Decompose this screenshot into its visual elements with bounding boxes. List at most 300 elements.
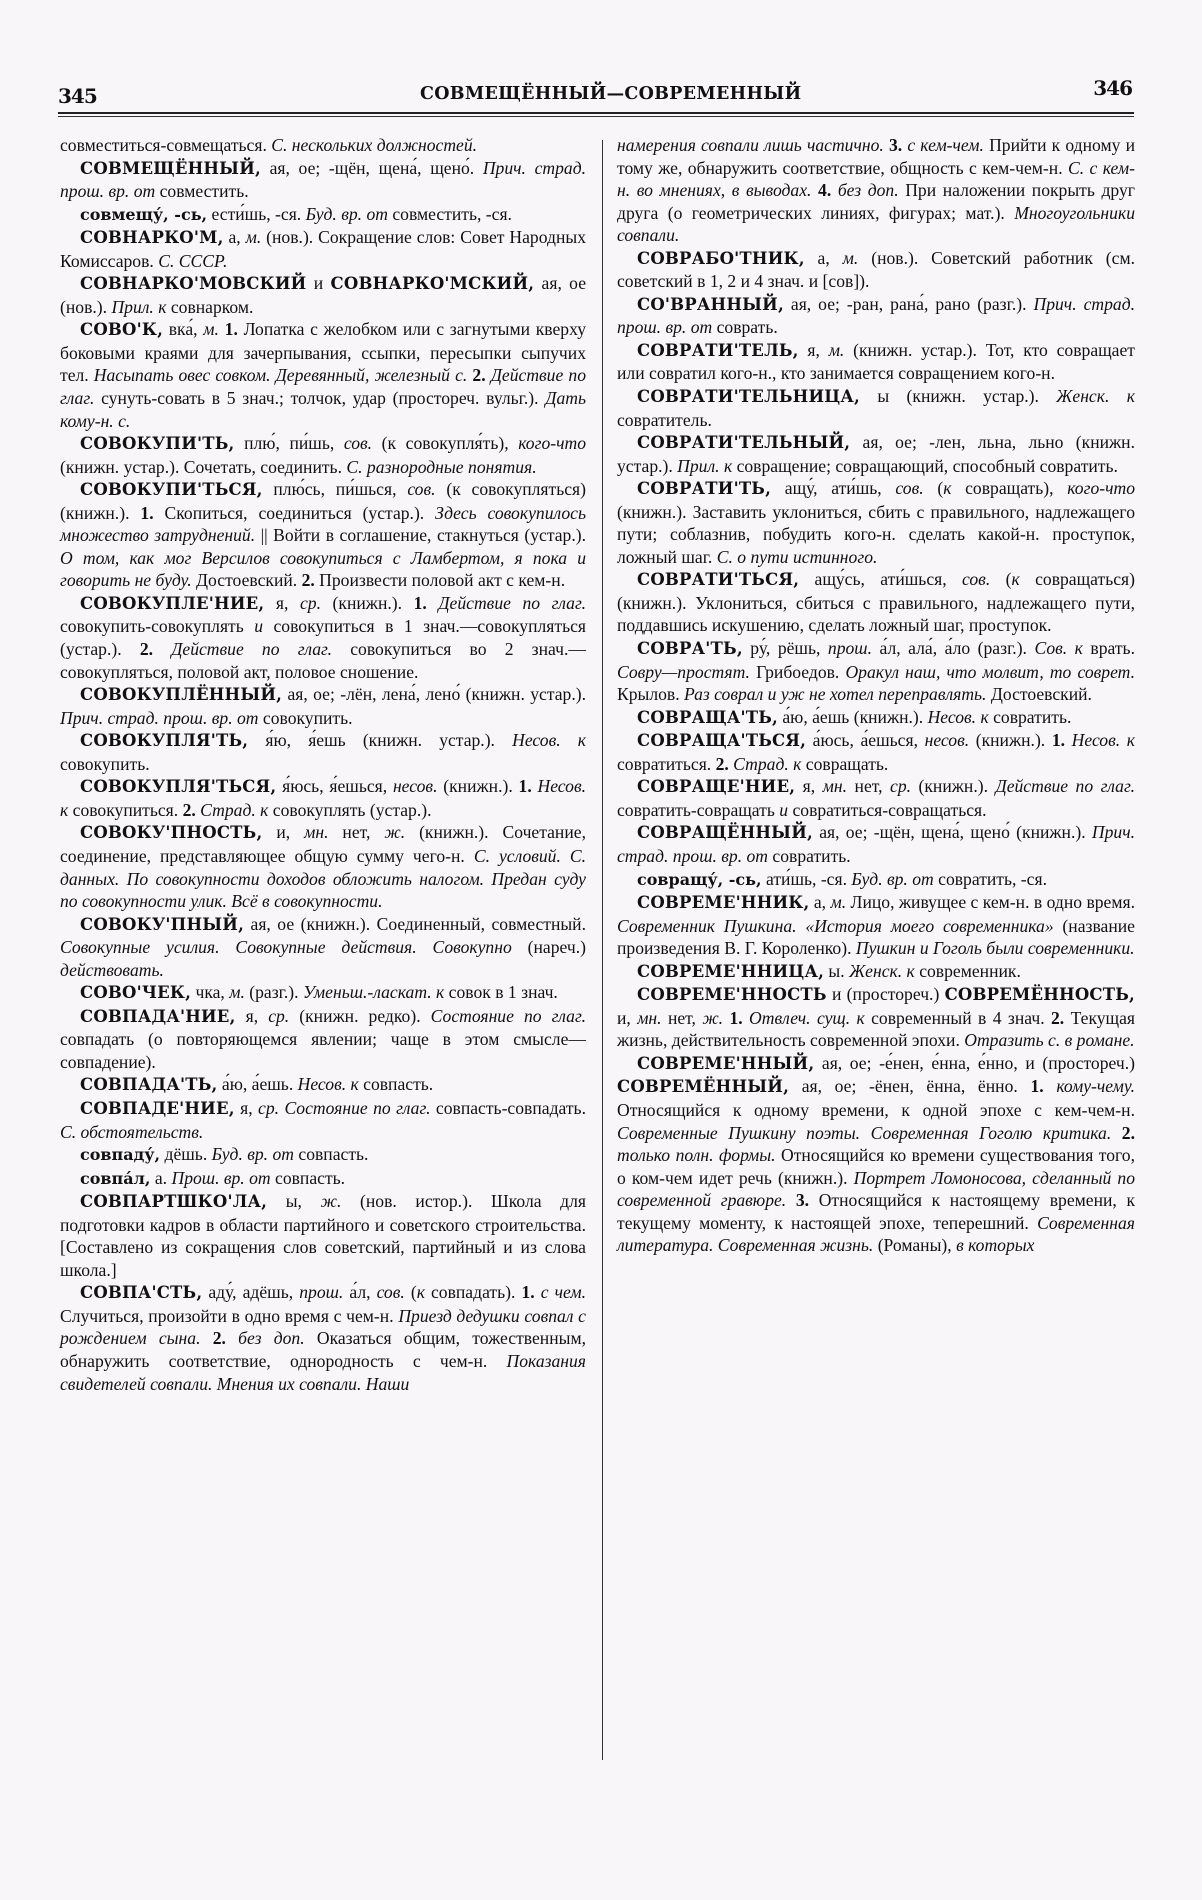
- entry-text: ащу́, ати́шь,: [771, 478, 896, 499]
- entry-text: Дать кому-н. с.: [60, 388, 586, 431]
- headword: СОВНАРКО'МОВСКИЙ: [80, 274, 307, 294]
- headword: СОВРАТИ'ТЕЛЬНИЦА,: [637, 387, 860, 407]
- entry-text: (книжн.).: [320, 592, 414, 613]
- entry-text: с кем-чем.: [902, 135, 984, 155]
- headword: СОВОКУПИ'ТЬ,: [80, 434, 235, 454]
- entry-text: и,: [262, 822, 305, 843]
- entry-text: совпадать).: [424, 1282, 522, 1303]
- page-header: [58, 78, 1134, 110]
- entry-text: Современная литература. Современная жизнь.: [617, 1212, 1135, 1256]
- entry-text: ая, ое (нов.).: [60, 273, 587, 317]
- entry-text: ащу́сь, ати́шься,: [799, 569, 963, 590]
- entry-text: совратить-совращать: [617, 799, 780, 820]
- entry-text: а,: [809, 892, 831, 913]
- entry-text: (к совокупляться) (книжн.).: [60, 479, 587, 523]
- entry-text: Состояние по глаг.: [430, 1005, 587, 1026]
- headword: СОВОКУ'ПНОСТЬ,: [80, 823, 263, 843]
- dictionary-entry: [60, 913, 586, 982]
- entry-text: Лопатка с желобком или с загнутыми кверху боковыми краями для зачерпывания, ссыпки, пересыпки сыпучих тел.: [60, 319, 587, 386]
- entry-text: а,: [804, 247, 843, 268]
- entry-text: 2.: [715, 753, 729, 774]
- entry-text: 4.: [811, 180, 832, 201]
- entry-text: Действие по глаг.: [153, 639, 333, 660]
- entry-text: (: [990, 569, 1012, 590]
- entry-text: Прич. страд. прош. вр. от: [60, 707, 259, 728]
- entry-text: (книжн. устар.). Тот, кто совращает или совратил кого-н., кто занимается совращением кого-н.: [617, 339, 1135, 384]
- dictionary-entry: [617, 983, 1135, 1052]
- entry-text: 2.: [1050, 1007, 1065, 1028]
- dictionary-entry: [60, 729, 586, 775]
- entry-text: (: [923, 478, 944, 499]
- entry-text: совместить.: [155, 181, 249, 202]
- entry-text: ести́шь, -ся.: [207, 203, 306, 224]
- headword: СОВРАЩА'ТЬСЯ,: [637, 731, 807, 751]
- entry-text: Сов. к: [1034, 638, 1083, 659]
- entry-text: я,: [264, 592, 300, 613]
- entry-text: Многоугольники совпали.: [617, 202, 1135, 246]
- dictionary-entry: [617, 247, 1135, 293]
- entry-text: мн.: [637, 1007, 662, 1028]
- headword: совращу́, -сь,: [637, 869, 762, 889]
- entry-text: ая, ое; -е́нен, е́нна, е́нно, и (простореч.): [814, 1052, 1135, 1073]
- dictionary-entry: [617, 960, 1135, 984]
- entry-text: Прил. к: [677, 455, 733, 476]
- entry-text: совокупиться в 1 знач.—совокупляться (устар.).: [60, 616, 586, 660]
- entry-text: Прич. страд. прош. вр. от: [617, 293, 1135, 338]
- entry-text: сунуть-совать в 5 знач.; толчок, удар (простореч. вульг.).: [94, 388, 546, 409]
- entry-text: Буд. вр. от: [211, 1144, 294, 1165]
- entry-text: Прич. страд. прош. вр. от: [60, 157, 586, 202]
- entry-text: совпасть.: [293, 1144, 369, 1165]
- entry-text: || Войти в соглашение, стакнуться (устар.).: [255, 525, 586, 546]
- headword: СОВРЕМЕ'ННЫЙ,: [637, 1053, 815, 1073]
- entry-text: С. обстоятельств.: [60, 1121, 204, 1142]
- headword: СО'ВРАННЫЙ,: [637, 294, 784, 314]
- entry-text: 1.: [1051, 730, 1066, 751]
- entry-text: (книжн.).: [969, 730, 1052, 751]
- headword: СОВРАЩЕ'НИЕ,: [637, 777, 796, 797]
- entry-text: мн.: [822, 776, 848, 797]
- entry-text: совокупить.: [60, 753, 150, 774]
- entry-text: (книжн. устар.). Сочетать, соединить.: [60, 456, 347, 477]
- entry-text: 1.: [723, 1007, 743, 1028]
- dictionary-entry: [60, 1097, 586, 1143]
- entry-text: Уменьш.-ласкат. к: [302, 982, 445, 1003]
- dictionary-entry: [60, 821, 586, 912]
- entry-text: совращать),: [951, 478, 1068, 499]
- entry-text: а́ю, а́ешь (книжн.).: [777, 706, 928, 727]
- dictionary-entry: [60, 318, 586, 432]
- entry-text: и: [306, 273, 331, 294]
- entry-text: Достоевский.: [986, 684, 1092, 705]
- entry-text: Текущая жизнь, действительность современной эпохи.: [617, 1007, 1135, 1051]
- entry-text: (Романы),: [873, 1235, 957, 1256]
- entry-text: совращать.: [801, 753, 889, 774]
- entry-text: Отразить с. в романе.: [964, 1030, 1135, 1051]
- entry-text: я,: [235, 1005, 269, 1026]
- entry-text: Несов. к: [297, 1074, 359, 1095]
- entry-text: ру́, рёшь,: [742, 638, 828, 659]
- entry-text: С. разнородные понятия.: [346, 456, 537, 477]
- entry-text: современник.: [914, 960, 1021, 981]
- headword: СОВРАТИ'ТЕЛЬ,: [637, 340, 799, 360]
- entry-text: (книжн. редко).: [289, 1005, 431, 1026]
- entry-text: Оказаться общим, тожественным, обнаружить соответствие, однородность с чем-н.: [60, 1328, 586, 1371]
- page-number-right: 346: [1093, 76, 1132, 100]
- entry-text: Страд. к: [728, 753, 802, 774]
- entry-text: (нов.). Советский работник (см. советский в 1, 2 и 4 знач. и [сов]).: [617, 247, 1135, 292]
- entry-text: Современные Пушкину поэты. Современная Гоголю критика.: [617, 1122, 1112, 1143]
- headword: СОВОКУПЛЕ'НИЕ,: [80, 593, 265, 613]
- entry-text: я́ю, я́ешь (книжн. устар.).: [248, 730, 513, 751]
- entry-text: Лицо, живущее с кем-н. в одно время.: [846, 892, 1135, 913]
- entry-text: Показания свидетелей совпали. Мнения их совпали. Наши: [60, 1350, 586, 1394]
- dictionary-entry: [60, 226, 586, 272]
- entry-text: ая, ое; -ёнен, ённа, ённо.: [789, 1076, 1031, 1097]
- dictionary-entry: [60, 1167, 586, 1191]
- column-divider: [602, 140, 603, 1760]
- entry-text: и: [779, 799, 789, 820]
- headword: СОВРЕМЕ'ННИЦА,: [637, 961, 825, 981]
- entry-text: Совру—простят.: [617, 661, 750, 682]
- entry-text: (к совокупля́ть),: [372, 433, 519, 454]
- dictionary-entry: [617, 477, 1135, 568]
- entry-text: без доп.: [225, 1328, 305, 1349]
- entry-text: м.: [203, 319, 219, 340]
- entry-text: ср. Состояние по глаг.: [258, 1097, 431, 1118]
- headword: совмещу́, -сь,: [80, 204, 208, 224]
- entry-text: Относящийся ко времени существования того, о ком-чем идет речь (книжн.).: [617, 1145, 1135, 1188]
- headword: СОВРЕМЕ'ННОСТЬ: [637, 985, 827, 1005]
- dictionary-entry: [617, 729, 1135, 775]
- entry-text: (книжн.).: [437, 776, 519, 797]
- dictionary-entry: [60, 683, 586, 729]
- entry-text: намерения совпали лишь частично.: [617, 135, 884, 155]
- dictionary-entry: [617, 868, 1135, 892]
- dictionary-entry: [60, 432, 586, 478]
- dictionary-entry: [617, 339, 1135, 385]
- entry-text: Страд. к: [195, 799, 269, 820]
- entry-text: а́л,: [343, 1282, 377, 1303]
- dictionary-entry: [60, 157, 586, 203]
- entry-text: 2.: [1111, 1122, 1135, 1143]
- entry-text: Раз соврал и уж не хотел переправлять.: [684, 684, 987, 705]
- entry-text: м.: [830, 892, 847, 913]
- entry-text: только полн. формы.: [617, 1145, 776, 1166]
- entry-text: совокуплять (устар.).: [268, 799, 432, 820]
- dictionary-entry: [60, 134, 586, 157]
- entry-text: м.: [245, 227, 262, 248]
- entry-text: (нареч.): [511, 937, 586, 958]
- entry-text: ая, ое; -лён, лена́, лено́ (книжн. устар.).: [282, 684, 586, 705]
- headword: СОВНАРКО'МСКИЙ,: [330, 274, 535, 294]
- entry-text: а́л, ала́, а́ло (разг.).: [871, 638, 1035, 659]
- entry-text: совокупить-совокуплять: [60, 616, 255, 637]
- dictionary-entry: [617, 775, 1135, 821]
- entry-text: Случиться, произойти в одно время с чем-н.: [60, 1305, 399, 1326]
- entry-text: Прил. к: [111, 296, 167, 317]
- entry-text: 1.: [413, 592, 427, 613]
- entry-text: Действие по глаг.: [60, 365, 586, 409]
- headword: совпа́л,: [80, 1168, 151, 1188]
- entry-text: действовать.: [60, 959, 164, 980]
- entry-text: 2.: [467, 365, 486, 386]
- entry-text: Скопиться, соединиться (устар.).: [153, 502, 436, 523]
- headword: СОВПАДЕ'НИЕ,: [80, 1098, 235, 1118]
- entry-text: к: [1011, 569, 1020, 590]
- headword: СОВОКУПЛЁННЫЙ,: [80, 685, 283, 705]
- entry-text: Несов. к: [512, 730, 586, 751]
- entry-text: ы.: [824, 960, 850, 981]
- entry-text: с чем.: [534, 1282, 586, 1303]
- entry-text: я́юсь, я́ешься,: [276, 776, 393, 797]
- entry-text: ж.: [320, 1191, 342, 1212]
- entry-text: 2.: [139, 639, 154, 660]
- headword: совпаду́,: [80, 1145, 161, 1165]
- headword: СОВО'К,: [80, 320, 164, 340]
- headword: СОВОКУ'ПНЫЙ,: [80, 914, 245, 934]
- entry-text: совокупить.: [258, 707, 353, 728]
- entry-text: Здесь совокупилось множество затруднений.: [60, 502, 586, 546]
- entry-text: совместить, -ся.: [387, 203, 512, 224]
- entry-text: плю́, пи́шь,: [234, 433, 344, 454]
- entry-text: ж.: [384, 822, 406, 843]
- dictionary-entry: [617, 385, 1135, 431]
- entry-text: совращение; совращающий, способный совратить.: [732, 455, 1118, 476]
- entry-text: я,: [234, 1097, 259, 1118]
- headword: СОВРАЩЁННЫЙ,: [637, 823, 813, 843]
- entry-text: к: [943, 478, 952, 499]
- entry-text: Достоевский.: [191, 570, 302, 591]
- entry-text: врать.: [1082, 638, 1135, 659]
- dictionary-entry: [60, 478, 586, 592]
- entry-text: м.: [828, 339, 845, 360]
- entry-text: Отвлеч. сущ. к: [742, 1007, 865, 1028]
- entry-text: вка́,: [163, 319, 204, 340]
- headword: СОВНАРКО'М,: [80, 228, 224, 248]
- entry-text: ы (книжн. устар.).: [859, 386, 1057, 407]
- entry-text: аду́, адёшь,: [202, 1282, 300, 1303]
- entry-text: совратить, -ся.: [933, 868, 1047, 889]
- dictionary-entry: [60, 272, 586, 318]
- dictionary-entry: [60, 1281, 586, 1395]
- dictionary-entry: [617, 568, 1135, 637]
- entry-text: совратить.: [988, 706, 1072, 727]
- entry-text: С. о пути истинного.: [716, 546, 878, 567]
- entry-text: чка,: [191, 982, 230, 1003]
- entry-text: ы,: [267, 1191, 321, 1212]
- entry-text: Портрет Ломоносова, сделанный по современной гравюре.: [617, 1167, 1135, 1211]
- entry-text: Прийти к одному и тому же, обнаружить соответствие, общность с кем-чем-н.: [617, 135, 1136, 178]
- entry-text: и: [254, 616, 264, 637]
- headword: СОВОКУПИ'ТЬСЯ,: [80, 480, 263, 500]
- entry-text: Относящийся к настоящему времени, к текущему моменту, к настоящей эпохе, теперешний.: [617, 1190, 1136, 1233]
- entry-text: (книжн.).: [911, 776, 996, 797]
- header-rule: [58, 112, 1134, 117]
- entry-text: Крылов.: [617, 684, 685, 705]
- entry-text: (книжн.). Сочетание, соединение, представляющее общую сумму чего-н.: [60, 822, 586, 866]
- dictionary-entry: [617, 637, 1135, 706]
- entry-text: (нов.). Сокращение слов: Совет Народных Комиссаров.: [60, 227, 586, 271]
- entry-text: С. СССР.: [158, 250, 228, 271]
- entry-text: совок в 1 знач.: [444, 982, 558, 1003]
- entry-text: совратить.: [768, 845, 851, 866]
- dictionary-entry: [60, 203, 586, 227]
- entry-text: сов.: [962, 569, 991, 590]
- headword: СОВРАТИ'ТЕЛЬНЫЙ,: [637, 433, 851, 453]
- entry-text: 2.: [182, 799, 196, 820]
- headword: СОВРАТИ'ТЬСЯ,: [637, 570, 800, 590]
- entry-text: Прош. вр. от: [171, 1167, 271, 1188]
- dictionary-entry: [60, 1143, 586, 1167]
- entry-text: ая, ое (книжн.). Соединенный, совместный.: [244, 913, 586, 934]
- dictionary-entry: [60, 1073, 586, 1097]
- headword: СОВОКУПЛЯ'ТЬ,: [80, 731, 249, 751]
- entry-text: прош.: [299, 1282, 344, 1303]
- entry-text: Оракул наш, что молвит, то соврет.: [845, 661, 1135, 682]
- headword: СОВРЕМЕ'ННИК,: [637, 893, 810, 913]
- headword: СОВРЕМЁННЫЙ,: [617, 1077, 790, 1097]
- entry-text: Женск. к: [849, 960, 915, 981]
- entry-text: ая, ое; -ран, рана́, рано (разг.).: [783, 293, 1034, 314]
- headword: СОВРАБО'ТНИК,: [637, 248, 805, 268]
- entry-text: С. с кем-н. во мнениях, в выводах.: [617, 157, 1135, 201]
- dictionary-entry: [617, 431, 1135, 477]
- entry-text: Грибоедов.: [749, 661, 846, 682]
- dictionary-entry: [617, 134, 1135, 247]
- entry-text: ж.: [702, 1007, 724, 1028]
- entry-text: мн.: [304, 822, 329, 843]
- entry-text: сов.: [343, 433, 373, 454]
- entry-text: 1.: [1030, 1076, 1044, 1097]
- entry-text: к: [416, 1282, 425, 1303]
- entry-text: несов.: [924, 730, 970, 751]
- entry-text: прош.: [827, 638, 872, 659]
- entry-text: Насыпать овес совком. Деревянный, железный с.: [93, 365, 468, 386]
- entry-text: современный в 4 знач.: [864, 1007, 1051, 1028]
- entry-text: С. условий. С. данных. По совокупности доходов обложить налогом. Предан суду по совокупности улик. Всё в совокупности.: [60, 845, 586, 912]
- entry-text: (книжн.). Заставить уклониться, сбить с правильного, надлежащего пути; соблазнив, побудить кого-н. сделать какой-н. проступок, ложный шаг.: [617, 501, 1135, 567]
- dictionary-entry: [617, 293, 1135, 339]
- right-column: [617, 134, 1135, 1257]
- entry-text: совратиться-совращаться.: [788, 799, 987, 820]
- headword: СОВМЕЩЁННЫЙ,: [80, 158, 261, 178]
- entry-text: При наложении покрыть друг друга (о геометрических линиях, фигурах; мат.).: [617, 180, 1136, 223]
- entry-text: Прич. страд. прош. вр. от: [617, 822, 1135, 866]
- entry-text: нет,: [328, 822, 385, 843]
- entry-text: сов.: [407, 479, 436, 500]
- entry-text: Современник Пушкина. «История моего современника»: [617, 915, 1054, 936]
- entry-text: 2.: [200, 1328, 226, 1349]
- headword: СОВРАЩА'ТЬ,: [637, 707, 778, 727]
- headword: СОВПАРТШКО'ЛА,: [80, 1192, 268, 1212]
- entry-text: и (простореч.): [826, 984, 945, 1005]
- entry-text: Несов. к: [1065, 730, 1135, 751]
- entry-text: (название произведения В. Г. Короленко).: [617, 915, 1135, 959]
- entry-text: Относящийся к одному времени, к одной эпохе с кем-чем-н.: [617, 1099, 1135, 1120]
- entry-text: совращаться) (книжн.). Уклониться, сбиться с правильного, надлежащего пути, поддавшись искушению, сделать ложный шаг, проступок.: [617, 569, 1135, 636]
- entry-text: дёшь.: [160, 1144, 212, 1165]
- entry-text: 3.: [786, 1190, 810, 1211]
- entry-text: Несов. к: [927, 706, 989, 727]
- entry-text: нет,: [661, 1007, 703, 1028]
- entry-text: а.: [150, 1167, 172, 1188]
- entry-text: 3.: [883, 135, 903, 155]
- dictionary-entry: [60, 592, 586, 683]
- entry-text: а́юсь, а́ешься,: [806, 730, 925, 751]
- entry-text: сов.: [895, 478, 924, 499]
- entry-text: совнарком.: [166, 296, 254, 317]
- entry-text: нет,: [847, 776, 891, 797]
- entry-text: а,: [223, 227, 246, 248]
- entry-text: Несов. к: [60, 776, 587, 820]
- entry-text: совпасть-совпадать.: [430, 1097, 586, 1118]
- entry-text: кого-что: [518, 433, 587, 454]
- dictionary-entry: [617, 821, 1135, 867]
- entry-text: я,: [795, 776, 823, 797]
- entry-text: (: [404, 1282, 417, 1303]
- entry-text: С. нескольких должностей.: [271, 135, 478, 155]
- entry-text: Действие по глаг.: [995, 776, 1135, 797]
- entry-text: совпадать (о повторяющемся явлении; чаще в этом смысле—совпадение).: [60, 1029, 586, 1072]
- entry-text: я,: [798, 339, 829, 360]
- entry-text: кого-что: [1067, 478, 1136, 499]
- headword: СОВПАДА'ТЬ,: [80, 1075, 218, 1095]
- entry-text: а́ю, а́ешь.: [217, 1074, 298, 1095]
- entry-text: совокупиться.: [68, 799, 183, 820]
- headword: СОВРА'ТЬ,: [637, 639, 743, 659]
- entry-text: Действие по глаг.: [426, 592, 586, 613]
- entry-text: Женск. к: [1056, 386, 1135, 407]
- dictionary-entry: [60, 1005, 586, 1074]
- entry-text: Приезд дедушки совпал с рождением сына.: [60, 1305, 586, 1349]
- entry-text: ая, ое; -лен, льна, льно (книжн. устар.).: [617, 432, 1135, 476]
- entry-text: совратитель.: [617, 409, 712, 430]
- entry-text: (нов. истор.). Школа для подготовки кадров в области партийного и советского строительства. [Составлено из сокращения слов советский, партийный и из слова школа.]: [60, 1191, 586, 1280]
- entry-text: 1.: [140, 502, 154, 523]
- dictionary-entry: [60, 981, 586, 1005]
- entry-text: совпасть.: [270, 1167, 346, 1188]
- entry-text: совратиться.: [617, 753, 716, 774]
- left-column: [60, 134, 586, 1395]
- running-head: СОВМЕЩЁННЫЙ—СОВРЕМЕННЫЙ: [420, 84, 802, 104]
- entry-text: без доп.: [831, 180, 899, 201]
- entry-text: Совокупные усилия. Совокупные действия. Совокупно: [60, 937, 512, 958]
- dictionary-entry: [617, 891, 1135, 960]
- entry-text: несов.: [392, 776, 438, 797]
- headword: СОВПА'СТЬ,: [80, 1283, 203, 1303]
- headword: СОВРАТИ'ТЬ,: [637, 479, 772, 499]
- entry-text: ати́шь, -ся.: [761, 868, 852, 889]
- entry-text: Произвести половой акт с кем-н.: [314, 570, 566, 591]
- entry-text: Буд. вр. от: [305, 203, 388, 224]
- entry-text: ср.: [268, 1005, 290, 1026]
- dictionary-entry: [60, 775, 586, 821]
- entry-text: ая, ое; -щён, щена́, щено́ (книжн.).: [812, 822, 1092, 843]
- entry-text: м.: [229, 982, 245, 1003]
- entry-text: Буд. вр. от: [851, 868, 934, 889]
- entry-text: ая, ое; -щён, щена́, щено́.: [260, 157, 483, 178]
- entry-text: м.: [842, 247, 859, 268]
- dictionary-entry: [617, 1052, 1135, 1257]
- entry-text: в которых: [956, 1235, 1035, 1256]
- entry-text: 1.: [521, 1282, 535, 1303]
- entry-text: О том, как мог Версилов совокупиться с Ламбертом, я пока и говорить не буду.: [60, 547, 586, 591]
- headword: СОВО'ЧЕК,: [80, 983, 192, 1003]
- entry-text: ср.: [299, 592, 321, 613]
- dictionary-entry: [60, 1190, 586, 1281]
- entry-text: совокупиться во 2 знач.—совокупляться, половой акт, половое сношение.: [60, 639, 586, 682]
